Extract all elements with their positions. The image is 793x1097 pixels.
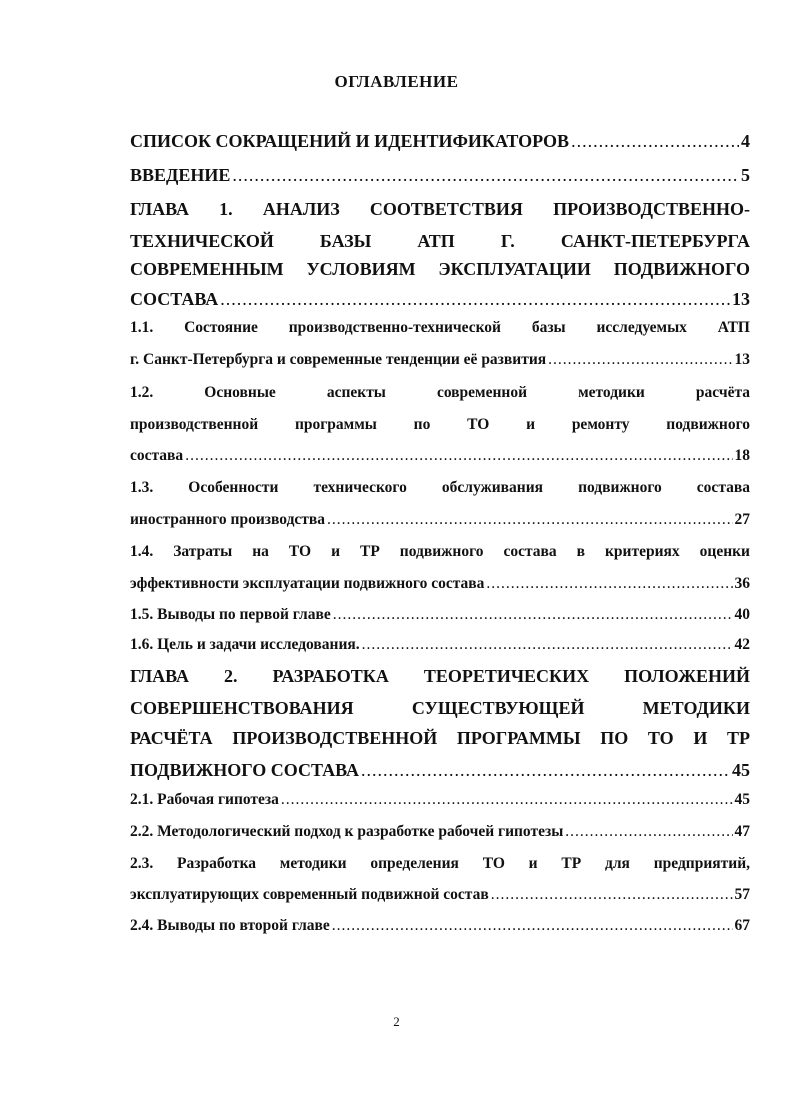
toc-entry-line [130,319,750,337]
toc-entry-text: ГЛАВА 2. РАЗРАБОТКА ТЕОРЕТИЧЕСКИХ ПОЛОЖЕНИЙ [130,666,750,686]
dot-leader [281,791,733,809]
toc-entry-text: 1.6. Цель и задачи исследования. [130,636,360,653]
dot-leader [362,636,733,654]
toc-page-number: 57 [734,886,750,903]
toc-page-number: 13 [734,351,750,368]
toc-entry-text: 2.1. Рабочая гипотеза [130,791,279,808]
toc-entry-text: ГЛАВА 1. АНАЛИЗ СООТВЕТСТВИЯ ПРОИЗВОДСТВЕННО- [130,199,750,219]
toc-entry-text: 1.1. Состояние производственно-технической базы исследуемых АТП [130,319,750,336]
toc-entry-line [130,575,750,593]
toc-entry-text: состава [130,447,184,464]
toc-entry-text: ПОДВИЖНОГО СОСТАВА [130,760,359,780]
toc-entry-text: эффективности эксплуатации подвижного состава [130,575,485,592]
toc-entry-line [130,416,750,434]
toc-page-number: 45 [732,760,750,780]
toc-entry-line [130,886,750,904]
toc-title: ОГЛАВЛЕНИЕ [334,72,459,91]
toc-entry-text: 2.4. Выводы по второй главе [130,917,330,934]
toc-entry-line [130,199,750,220]
toc-entry-text: 1.5. Выводы по первой главе [130,606,331,623]
toc-entry-text: 1.2. Основные аспекты современной методики расчёта [130,384,750,401]
toc-entry-text: СОВРЕМЕННЫМ УСЛОВИЯМ ЭКСПЛУАТАЦИИ ПОДВИЖНОГО [130,259,750,279]
dot-leader [491,886,733,904]
toc-entry-text: 1.3. Особенности технического обслуживания подвижного состава [130,479,750,496]
dot-leader [232,165,739,186]
toc-entry-text: 1.4. Затраты на ТО и ТР подвижного состава в критериях оценки [130,543,750,560]
page-number: 2 [393,1014,400,1029]
toc-page-number: 36 [734,575,750,592]
toc-entry-text: производственной программы по ТО и ремонту подвижного [130,416,750,433]
toc-entry-line [130,479,750,497]
toc-entry-text: эксплуатирующих современный подвижной состав [130,886,489,903]
toc-entry-line [130,636,750,654]
toc-entry-text: 2.3. Разработка методики определения ТО и ТР для предприятий, [130,855,750,872]
toc-page-number: 27 [734,511,750,528]
toc-entry-line [130,791,750,809]
toc-entry-text: ВВЕДЕНИЕ [130,165,231,185]
toc-page-number: 5 [741,165,750,185]
toc-entry-text: иностранного производства [130,511,326,528]
toc-entry-text: 2.2. Методологический подход к разработке рабочей гипотезы [130,823,564,840]
toc-entry-text: СПИСОК СОКРАЩЕНИЙ И ИДЕНТИФИКАТОРОВ [130,131,570,151]
toc-entry-line [130,760,750,781]
toc-entry-line [130,543,750,561]
toc-entry-line [130,165,750,186]
toc-entry-line [130,447,750,465]
dot-leader [548,351,732,369]
toc-entry-text: РАСЧЁТА ПРОИЗВОДСТВЕННОЙ ПРОГРАММЫ ПО ТО И ТР [130,728,750,748]
dot-leader [486,575,732,593]
dot-leader [333,606,733,624]
toc-entry-text: г. Санкт-Петербурга и современные тенденции её развития [130,351,547,368]
toc-entry-line [130,728,750,749]
toc-entry-line [130,823,750,841]
toc-page-number: 45 [734,791,750,808]
toc-entry-text: СОВЕРШЕНСТВОВАНИЯ СУЩЕСТВУЮЩЕЙ МЕТОДИКИ [130,698,750,718]
dot-leader [332,917,733,935]
dot-leader [327,511,732,529]
dot-leader [361,760,730,781]
toc-page-number: 18 [734,447,750,464]
toc-entry-line [130,289,750,310]
dot-leader [220,289,730,310]
toc-entry-text: СОСТАВА [130,289,219,309]
toc-page-number: 4 [741,131,750,151]
toc-page-number: 42 [734,636,750,653]
toc-entry-line [130,855,750,873]
toc-page-number: 67 [734,917,750,934]
toc-entry-line [130,606,750,624]
toc-entry-line [130,666,750,687]
toc-entry-line [130,231,750,252]
toc-entry-line [130,131,750,152]
toc-page-number: 47 [734,823,750,840]
toc-page-number: 13 [732,289,750,309]
dot-leader [571,131,739,152]
toc-page-number: 40 [734,606,750,623]
toc-entry-line [130,917,750,935]
toc-entry-line [130,351,750,369]
toc-entry-line [130,511,750,529]
toc-entry-line [130,384,750,402]
toc-entry-line [130,698,750,719]
toc-entry-line [130,259,750,280]
dot-leader [185,447,732,465]
dot-leader [565,823,732,841]
toc-entry-text: ТЕХНИЧЕСКОЙ БАЗЫ АТП Г. САНКТ-ПЕТЕРБУРГА [130,231,750,251]
